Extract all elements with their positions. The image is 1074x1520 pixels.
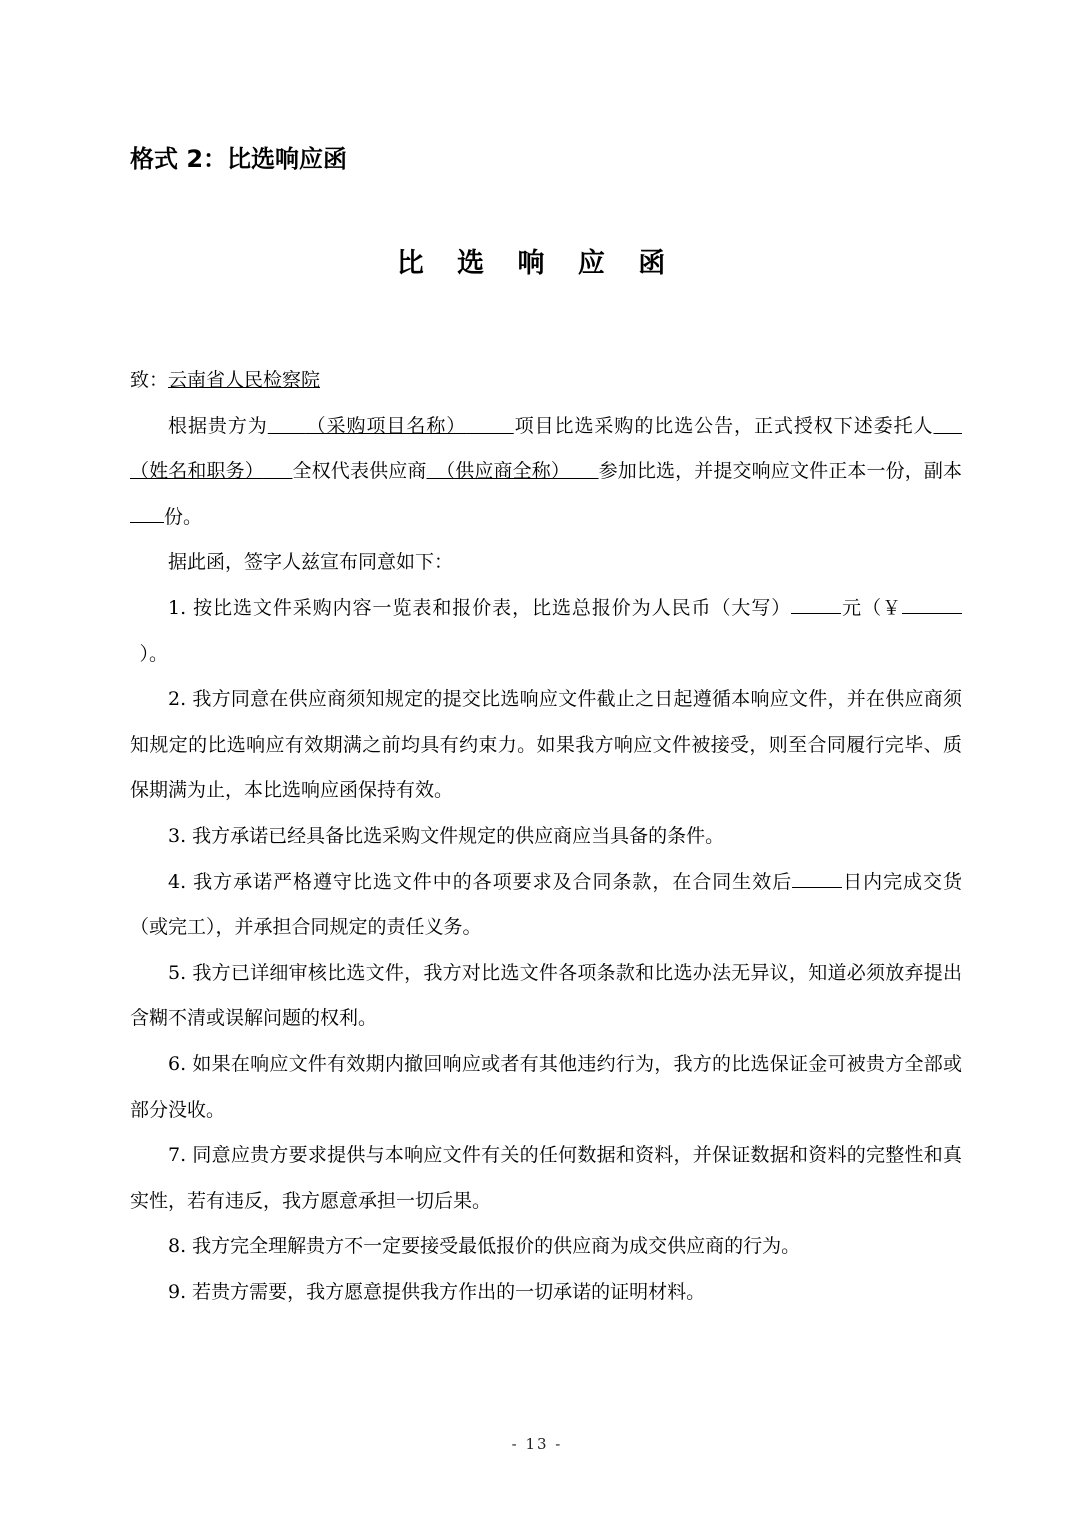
delegate-placeholder: （姓名和职务） [130, 460, 264, 483]
project-name-field [268, 415, 514, 437]
item-6: 6. 如果在响应文件有效期内撤回响应或者有其他违约行为，我方的比选保证金可被贵方全部或部分没收。 [130, 1052, 962, 1121]
authorization-text-4: 参加比选，并提交响应文件正本一份，副本 [598, 460, 962, 483]
addressee-line [130, 358, 962, 404]
item-7: 7. 同意应贵方要求提供与本响应文件有关的任何数据和资料，并保证数据和资料的完整性和真实性，若有违反，我方愿意承担一切后果。 [130, 1144, 962, 1212]
item-2: 2. 我方同意在供应商须知规定的提交比选响应文件截止之日起遵循本响应文件，并在供应商须知规定的比选响应有效期满之前均具有约束力。如果我方响应文件被接受，则至合同履行完毕、质保期满为止，本比选响应函保持有效。 [130, 688, 962, 802]
item-1-text-1: 1. 按比选文件采购内容一览表和报价表，比选总报价为人民币（大写） [168, 596, 792, 619]
item-3: 3. 我方承诺已经具备比选采购文件规定的供应商应当具备的条件。 [168, 824, 725, 847]
letter-body [130, 358, 962, 1315]
declaration-intro: 据此函，签字人兹宣布同意如下： [168, 551, 454, 574]
authorization-paragraph [130, 404, 962, 541]
total-price-words-blank [791, 593, 841, 614]
project-name-placeholder: （采购项目名称） [305, 414, 467, 437]
page-number: - 13 - [511, 1435, 563, 1453]
format-heading: 格式 2：比选响应函 [130, 145, 348, 173]
supplier-name-field [426, 460, 598, 482]
total-price-figures-blank [902, 593, 962, 614]
authorization-text-2: 项目比选采购的比选公告，正式授权下述委托人 [513, 414, 934, 437]
document-title: 比 选 响 应 函 [396, 248, 678, 279]
recipient-name: 云南省人民检察院 [168, 369, 321, 391]
item-4-text-1: 4. 我方承诺严格遵守比选文件中的各项要求及合同条款，在合同生效后 [168, 870, 793, 893]
item-8: 8. 我方完全理解贵方不一定要接受最低报价的供应商为成交供应商的行为。 [168, 1235, 801, 1258]
authorization-text-1: 根据贵方为 [168, 414, 268, 437]
item-4 [130, 860, 962, 951]
item-1-text-3: ）。 [139, 642, 169, 665]
authorization-text-5: 份。 [164, 505, 203, 528]
item-5: 5. 我方已详细审核比选文件，我方对比选文件各项条款和比选办法无异议，知道必须放弃提出含糊不清或误解问题的权利。 [130, 961, 962, 1030]
item-9: 9. 若贵方需要，我方愿意提供我方作出的一切承诺的证明材料。 [168, 1280, 706, 1303]
item-4-text-2: 日内完成交货（或完工），并承担合同规定的责任义务。 [130, 870, 962, 939]
supplier-placeholder: （供应商全称） [435, 460, 571, 483]
delivery-days-blank [792, 867, 842, 888]
item-1 [130, 586, 962, 677]
to-label: 致： [130, 369, 169, 391]
copies-blank [130, 502, 164, 523]
authorization-text-3: 全权代表供应商 [292, 460, 427, 483]
item-1-text-2: 元（￥ [841, 596, 902, 619]
